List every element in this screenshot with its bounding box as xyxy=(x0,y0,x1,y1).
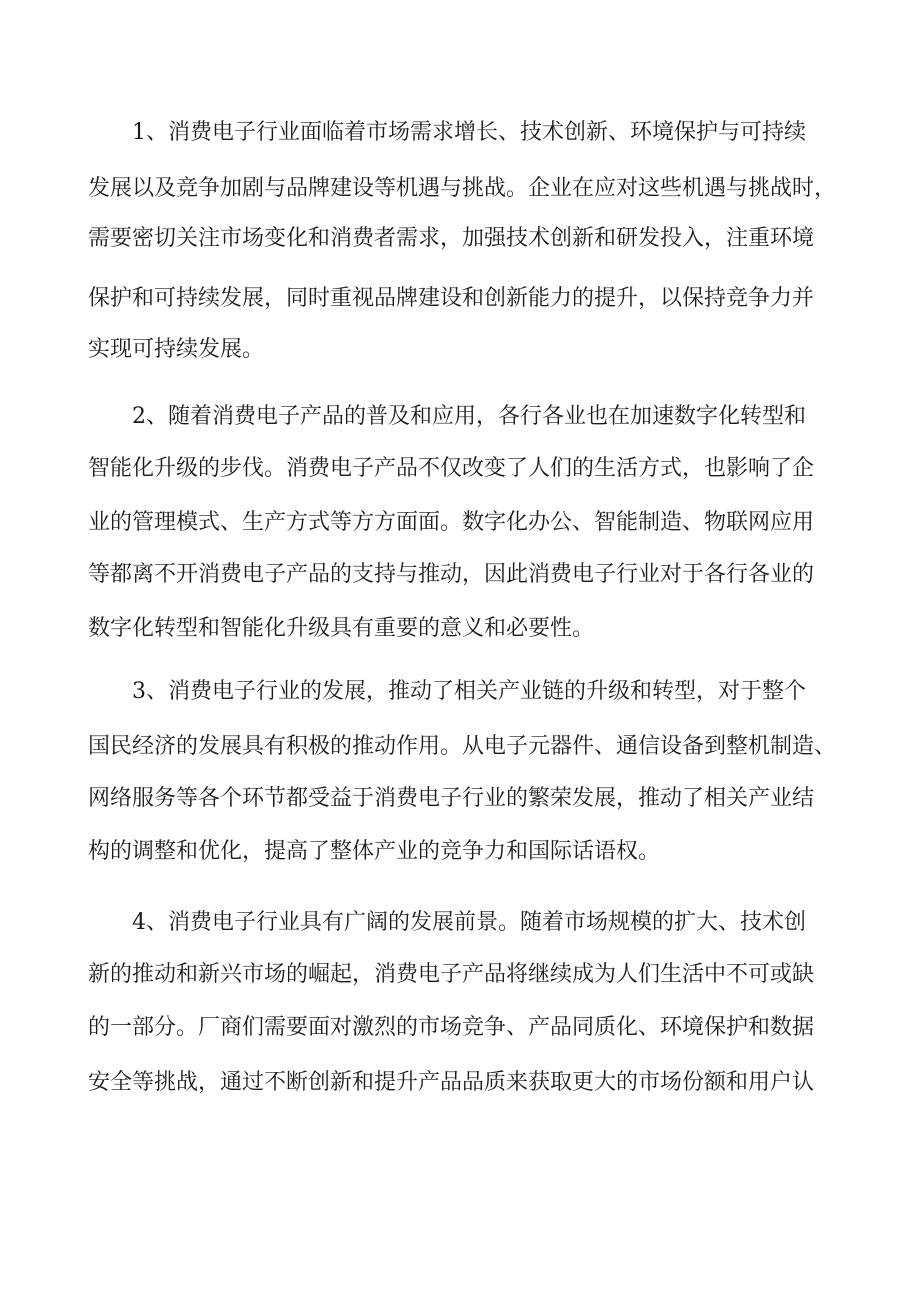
paragraph-3-line-2: 国民经济的发展具有积极的推动作用。从电子元器件、通信设备到整机制造、 xyxy=(88,734,837,759)
paragraph-3-line-1: 3、消费电子行业的发展，推动了相关产业链的升级和转型，对于整个 xyxy=(132,679,806,704)
paragraph-2-line-4: 等都离不开消费电子产品的支持与推动，因此消费电子行业对于各行各业的 xyxy=(88,562,815,587)
paragraph-1-line-1: 1、消费电子行业面临着市场需求增长、技术创新、环境保护与可持续 xyxy=(132,120,806,145)
paragraph-4-line-1: 4、消费电子行业具有广阔的发展前景。随着市场规模的扩大、技术创 xyxy=(132,910,806,935)
paragraph-1-line-4: 保护和可持续发展，同时重视品牌建设和创新能力的提升，以保持竞争力并 xyxy=(88,286,815,311)
paragraph-2-line-2: 智能化升级的步伐。消费电子产品不仅改变了人们的生活方式，也影响了企 xyxy=(88,456,815,481)
paragraph-3-line-3: 网络服务等各个环节都受益于消费电子行业的繁荣发展，推动了相关产业结 xyxy=(88,786,815,811)
paragraph-1-line-2: 发展以及竞争加剧与品牌建设等机遇与挑战。企业在应对这些机遇与挑战时， xyxy=(88,176,837,201)
paragraph-4-line-3: 的一部分。厂商们需要面对激烈的市场竞争、产品同质化、环境保护和数据 xyxy=(88,1015,815,1040)
paragraph-2-line-1: 2、随着消费电子产品的普及和应用，各行各业也在加速数字化转型和 xyxy=(132,404,806,429)
paragraph-3-line-4: 构的调整和优化，提高了整体产业的竞争力和国际话语权。 xyxy=(88,839,661,864)
paragraph-1-line-5: 实现可持续发展。 xyxy=(88,337,265,362)
paragraph-4-line-4: 安全等挑战，通过不断创新和提升产品品质来获取更大的市场份额和用户认 xyxy=(88,1070,815,1095)
paragraph-2-line-3: 业的管理模式、生产方式等方方面面。数字化办公、智能制造、物联网应用 xyxy=(88,510,815,535)
paragraph-4-line-2: 新的推动和新兴市场的崛起，消费电子产品将继续成为人们生活中不可或缺 xyxy=(88,962,815,987)
paragraph-1-line-3: 需要密切关注市场变化和消费者需求，加强技术创新和研发投入，注重环境 xyxy=(88,226,815,251)
paragraph-2-line-5: 数字化转型和智能化升级具有重要的意义和必要性。 xyxy=(88,616,595,641)
